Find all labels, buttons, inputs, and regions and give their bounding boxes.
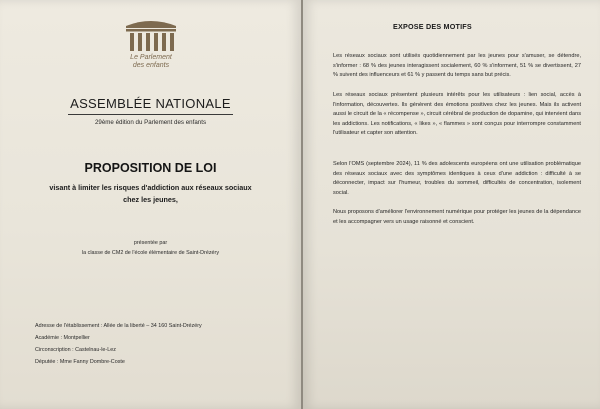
title-divider (68, 114, 233, 115)
paragraph-interests: Les réseaux sociaux présentent plusieurs intérêts pour les utilisateurs : lien social, accès à l'information, découvertes. Ils génèrent des émotions positives chez les jeunes. Mais ils activent aussi le circuit de la « récompense », circuit cérébral de production de dopamine, qui intervient dans les addictions. Les notifications, « likes », « flammes » sont conçus pour interrompre constamment l'utilisateur et capter son attention. (333, 92, 581, 136)
logo-text-line2: des enfants (132, 62, 170, 69)
logo-text-line1: Le Parlement (130, 54, 172, 61)
proposal-subtitle (20, 182, 281, 206)
proposal-title: PROPOSITION DE LOI (84, 161, 217, 175)
address-line: Adresse de l'établissement : Allée de la liberté – 34 160 Saint-Drézéry (35, 323, 202, 329)
academy-line: Académie : Montpellier (35, 335, 90, 341)
proposal-subtitle-line1: visant à limiter les risques d'addiction aux réseaux sociaux (49, 183, 252, 192)
class-line: la classe de CM2 de l'école élémentaire de Saint-Drézéry (81, 250, 220, 256)
proposal-subtitle-line2: chez les jeunes, (123, 195, 178, 204)
district-line: Circonscription : Castelnau-le-Lez (35, 347, 116, 353)
presented-by: présentée par (133, 240, 168, 246)
parlement-columns-icon (122, 18, 180, 54)
institution-name: ASSEMBLÉE NATIONALE (70, 96, 231, 111)
deputy-line: Députée : Mme Fanny Dombre-Coste (35, 359, 125, 365)
expose-title: EXPOSE DES MOTIFS (393, 22, 472, 31)
edition-text: 29ème édition du Parlement des enfants (94, 119, 207, 126)
paragraph-usage: Les réseaux sociaux sont utilisés quotidiennement par les jeunes pour s'amuser, se détendre, s'informer : 68 % des jeunes interagissent socialement, 60 % s'informent, 51 % se divertissent, 27 % suivent des influenceurs et 61 % y passent du temps sans but précis. (333, 53, 581, 78)
parlement-des-enfants-logo (118, 18, 184, 70)
paragraph-oms: Selon l'OMS (septembre 2024), 11 % des adolescents européens ont une utilisation problématique des réseaux sociaux avec des symptômes identiques à ceux d'une addiction : difficulté à se déconnecter, impact sur l'humeur, troubles du sommeil, difficultés de concentration, isolement social. (333, 161, 581, 196)
paragraph-proposal: Nous proposons d'améliorer l'environnement numérique pour protéger les jeunes de la dépendance et les accompagner vers un usage raisonné et conscient. (333, 209, 581, 225)
